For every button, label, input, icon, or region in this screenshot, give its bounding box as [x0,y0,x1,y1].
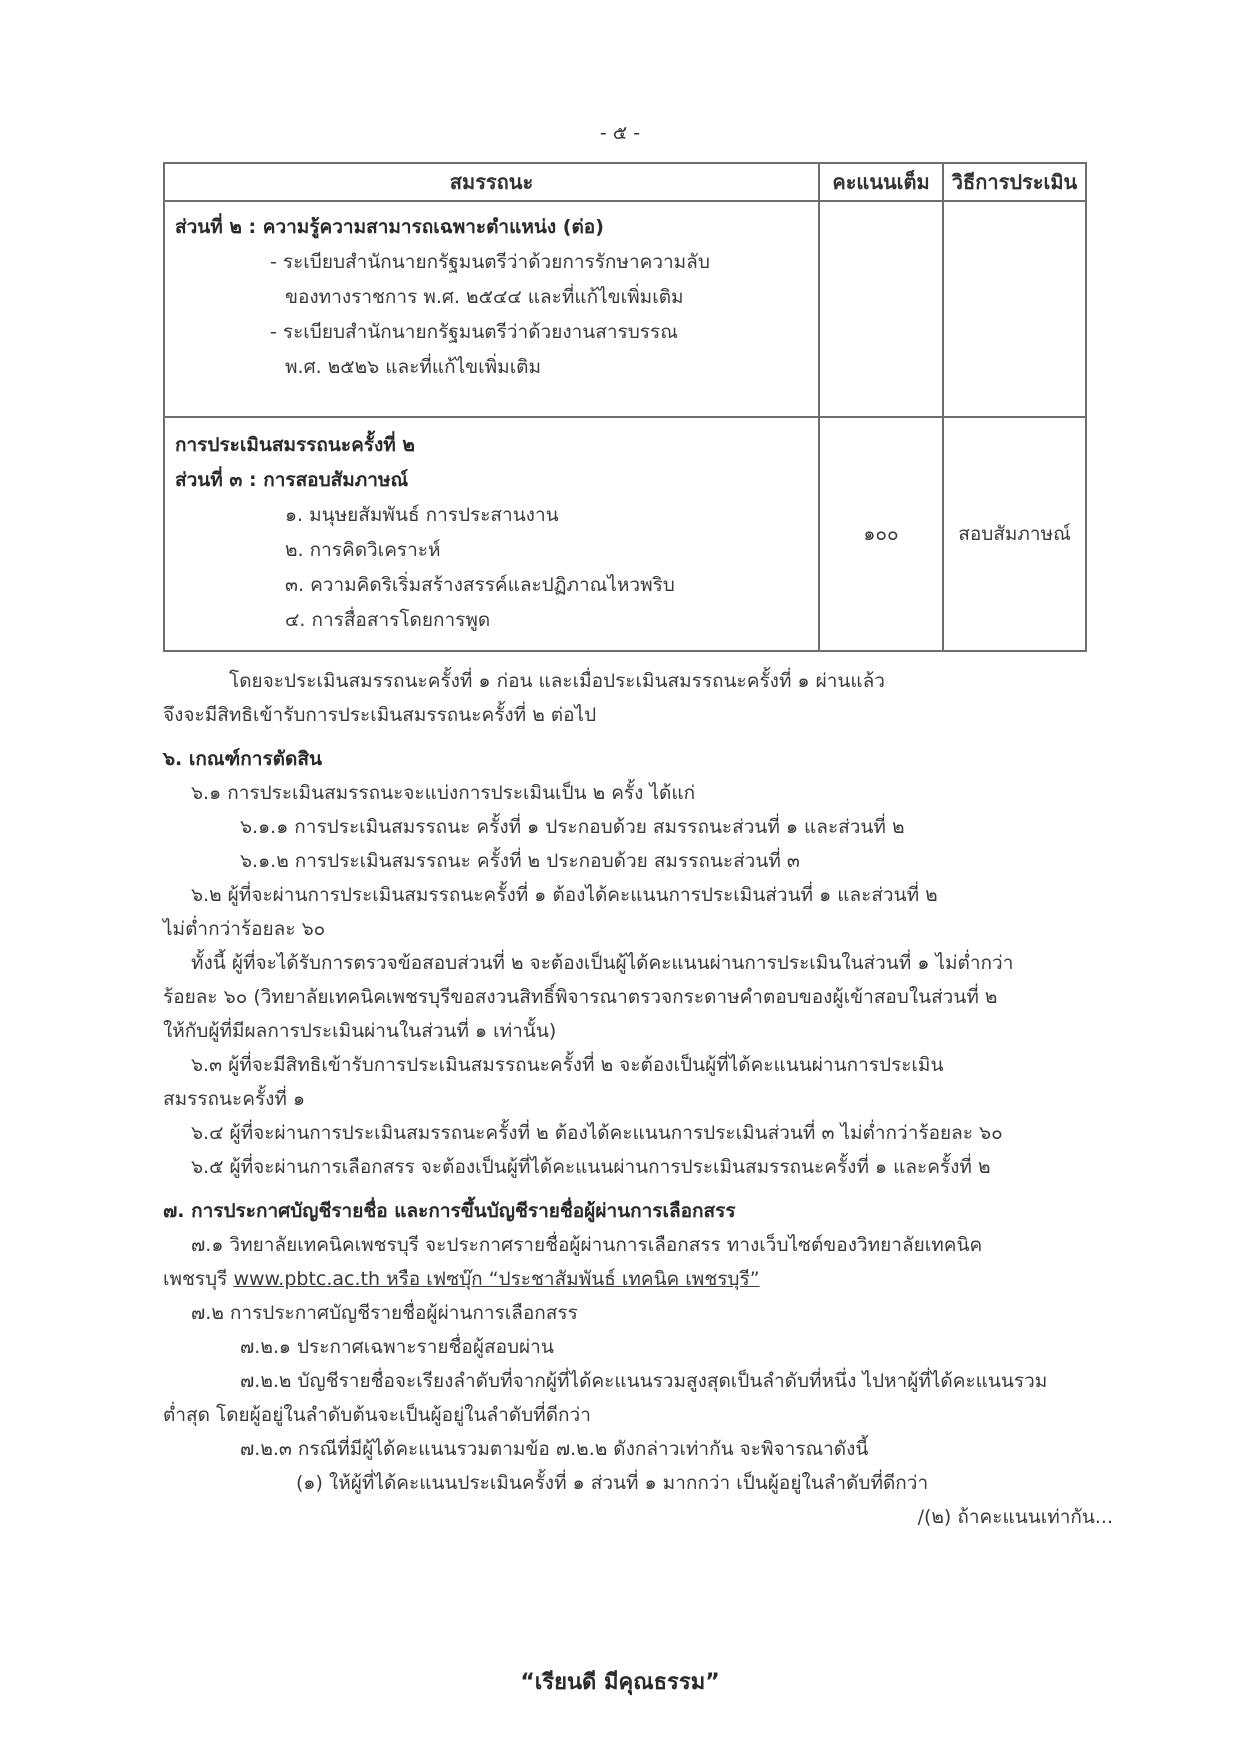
section-title: การประเมินสมรรถนะครั้งที่ ๒ [175,434,415,456]
score-cell: ๑๐๐ [819,417,943,651]
clause-6-5: ๖.๕ ผู้ที่จะผ่านการเลือกสรร จะต้องเป็นผู้ที่ได้คะแนนผ่านการประเมินสมรรถนะครั้งที่ ๑ และครั้งที่ ๒ [191,1156,991,1178]
clause-note: ทั้งนี้ ผู้ที่จะได้รับการตรวจข้อสอบส่วนที่ ๒ จะต้องเป็นผู้ได้คะแนนผ่านการประเมินในส่วนที่ ๑ ไม่ต่ำกว่า [191,952,1014,974]
section-subtitle: ส่วนที่ ๓ : การสอบสัมภาษณ์ [175,469,409,491]
table-header-row [164,163,1086,201]
list-item: - ระเบียบสำนักนายกรัฐมนตรีว่าด้วยงานสารบรรณ [270,321,678,343]
clause-7-1-prefix: เพชรบุรี [163,1268,234,1290]
page-number: - ๕ - [599,122,641,144]
clause-6-3: ๖.๓ ผู้ที่จะมีสิทธิเข้ารับการประเมินสมรรถนะครั้งที่ ๒ จะต้องเป็นผู้ที่ได้คะแนนผ่านการประเมิน [191,1054,944,1076]
list-item: ๑. มนุษยสัมพันธ์ การประสานงาน [285,504,559,526]
competency-table [163,162,1087,652]
clause-7-2-2-cont: ต่ำสุด โดยผู้อยู่ในลำดับต้นจะเป็นผู้อยู่ในลำดับที่ดีกว่า [163,1404,591,1426]
list-item: พ.ศ. ๒๕๒๖ และที่แก้ไขเพิ่มเติม [285,356,542,378]
intro-paragraph-line: โดยจะประเมินสมรรถนะครั้งที่ ๑ ก่อน และเมื่อประเมินสมรรถนะครั้งที่ ๑ ผ่านแล้ว [229,670,885,692]
competency-cell [164,417,819,651]
header-competency: สมรรถนะ [164,163,819,201]
table-row [164,417,1086,651]
table-row [164,201,1086,417]
clause-7-2: ๗.๒ การประกาศบัญชีรายชื่อผู้ผ่านการเลือกสรร [191,1302,578,1324]
clause-note-cont: ร้อยละ ๖๐ (วิทยาลัยเทคนิคเพชรบุรีขอสงวนสิทธิ์พิจารณาตรวจกระดาษคำตอบของผู้เข้าสอบในส่วนที่ ๒ [163,986,998,1008]
clause-6-3-cont: สมรรถนะครั้งที่ ๑ [163,1088,306,1110]
clause-7-2-3: ๗.๒.๓ กรณีที่มีผู้ได้คะแนนรวมตามข้อ ๗.๒.๒ ดังกล่าวเท่ากัน จะพิจารณาดังนี้ [240,1438,869,1460]
section-6-heading: ๖. เกณฑ์การตัดสิน [163,748,322,770]
footer-motto: “เรียนดี มีคุณธรรม” [520,1670,720,1695]
header-full-score: คะแนนเต็ม [819,163,943,201]
method-cell: สอบสัมภาษณ์ [943,417,1086,651]
clause-7-2-2: ๗.๒.๒ บัญชีรายชื่อจะเรียงลำดับที่จากผู้ที่ได้คะแนนรวมสูงสุดเป็นลำดับที่หนึ่ง ไปหาผู้ที่ได้คะแนนรวม [240,1370,1048,1392]
clause-6-1-2: ๖.๑.๒ การประเมินสมรรถนะ ครั้งที่ ๒ ประกอบด้วย สมรรถนะส่วนที่ ๓ [240,850,800,872]
clause-6-1: ๖.๑ การประเมินสมรรถนะจะแบ่งการประเมินเป็น ๒ ครั้ง ได้แก่ [191,782,696,804]
score-cell [819,201,943,417]
clause-7-2-3-1: (๑) ให้ผู้ที่ได้คะแนนประเมินครั้งที่ ๑ ส่วนที่ ๑ มากกว่า เป็นผู้อยู่ในลำดับที่ดีกว่า [296,1472,929,1494]
list-item: - ระเบียบสำนักนายกรัฐมนตรีว่าด้วยการรักษาความลับ [270,251,710,273]
method-cell [943,201,1086,417]
clause-6-1-1: ๖.๑.๑ การประเมินสมรรถนะ ครั้งที่ ๑ ประกอบด้วย สมรรถนะส่วนที่ ๑ และส่วนที่ ๒ [240,816,905,838]
clause-note-cont: ให้กับผู้ที่มีผลการประเมินผ่านในส่วนที่ ๑ เท่านั้น) [163,1020,557,1042]
clause-7-1: ๗.๑ วิทยาลัยเทคนิคเพชรบุรี จะประกาศรายชื่อผู้ผ่านการเลือกสรร ทางเว็บไซต์ของวิทยาลัยเทคนิค [191,1234,983,1256]
intro-paragraph-line: จึงจะมีสิทธิเข้ารับการประเมินสมรรถนะครั้งที่ ๒ ต่อไป [163,704,597,726]
website-facebook-link[interactable]: www.pbtc.ac.th หรือ เฟซบุ๊ก “ประชาสัมพันธ์ เทคนิค เพชรบุรี” [233,1268,760,1290]
list-item: ๔. การสื่อสารโดยการพูด [285,609,491,631]
clause-6-4: ๖.๔ ผู้ที่จะผ่านการประเมินสมรรถนะครั้งที่ ๒ ต้องได้คะแนนการประเมินส่วนที่ ๓ ไม่ต่ำกว่าร้อยละ ๖๐ [191,1122,1003,1144]
section-title: ส่วนที่ ๒ : ความรู้ความสามารถเฉพาะตำแหน่ง (ต่อ) [175,216,604,238]
list-item: ๒. การคิดวิเคราะห์ [285,539,441,561]
header-assessment-method: วิธีการประเมิน [943,163,1086,201]
section-7-heading: ๗. การประกาศบัญชีรายชื่อ และการขึ้นบัญชีรายชื่อผู้ผ่านการเลือกสรร [163,1200,736,1222]
document-body [163,664,1113,1534]
list-item: ของทางราชการ พ.ศ. ๒๕๔๔ และที่แก้ไขเพิ่มเติม [285,286,684,308]
clause-6-2-cont: ไม่ต่ำกว่าร้อยละ ๖๐ [163,918,326,940]
list-item: ๓. ความคิดริเริ่มสร้างสรรค์และปฏิภาณไหวพริบ [285,574,675,596]
continued-note: /(๒) ถ้าคะแนนเท่ากัน... [917,1506,1113,1528]
clause-6-2: ๖.๒ ผู้ที่จะผ่านการประเมินสมรรถนะครั้งที่ ๑ ต้องได้คะแนนการประเมินส่วนที่ ๑ และส่วนที่ ๒ [191,884,938,906]
clause-7-2-1: ๗.๒.๑ ประกาศเฉพาะรายชื่อผู้สอบผ่าน [240,1336,554,1358]
clause-7-1-cont [163,1262,1113,1296]
competency-cell [164,201,819,417]
